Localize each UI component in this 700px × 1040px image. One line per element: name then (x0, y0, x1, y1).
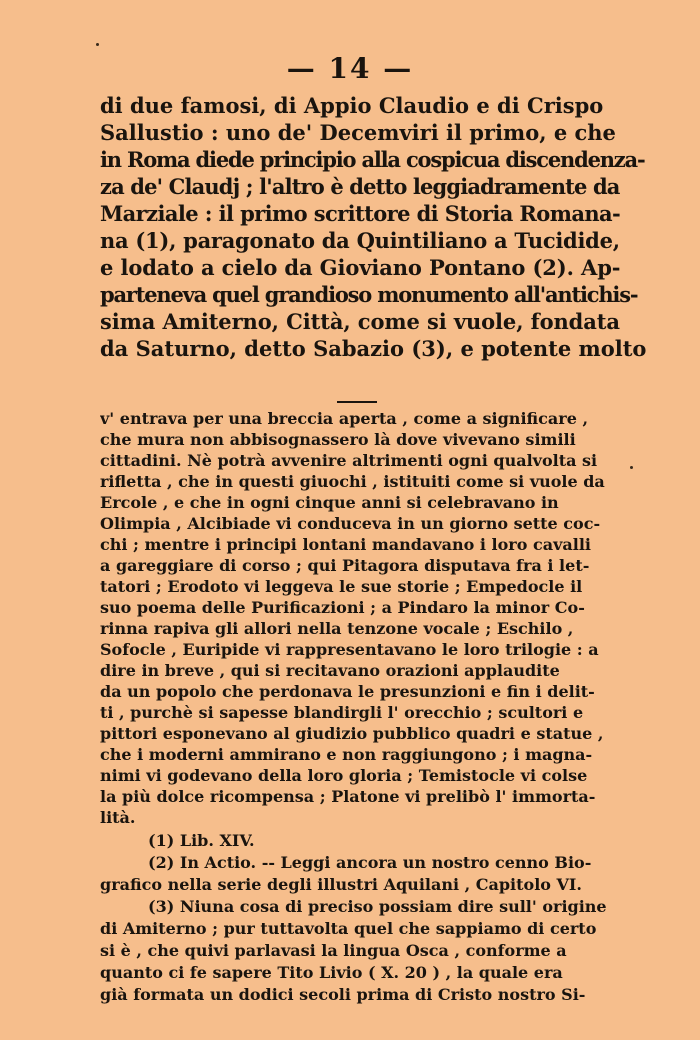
text-line: na (1), paragonato da Quintiliano a Tucidide, (100, 228, 620, 253)
text-line: za de' Claudj ; l'altro è detto leggiadramente da (100, 174, 620, 199)
text-line: in Roma diede principio alla cospicua discendenza- (100, 147, 645, 172)
note-line: rinna rapiva gli allori nella tenzone vocale ; Eschilo , (100, 619, 574, 638)
footnote-2: (2) In Actio. -- Leggi ancora un nostro cenno Bio- (148, 853, 592, 872)
page-number: — 14 — (286, 52, 414, 85)
note-line: pittori esponevano al giudizio pubblico quadri e statue , (100, 724, 604, 743)
ink-speck (96, 43, 99, 46)
note-line: da un popolo che perdonava le presunzioni e fin i delit- (100, 682, 595, 701)
footnotes (100, 830, 620, 1006)
note-line: rifletta , che in questi giuochi , istituiti come si vuole da (100, 472, 605, 491)
section-divider (337, 401, 377, 403)
note-line: che mura non abbisognassero là dove vivevano simili (100, 430, 576, 449)
note-line: nimi vi godevano della loro gloria ; Temistocle vi colse (100, 766, 588, 785)
footnote-3-continuation: si è , che quivi parlavasi la lingua Osca , conforme a (100, 941, 567, 960)
text-line: Sallustio : uno de' Decemviri il primo, e che (100, 120, 616, 145)
note-line: lità. (100, 808, 136, 827)
footnote-3: (3) Niuna cosa di preciso possiam dire sull' origine (148, 897, 607, 916)
footnote-3-continuation: di Amiterno ; pur tuttavolta quel che sappiamo di certo (100, 919, 597, 938)
note-line: suo poema delle Purificazioni ; a Pindaro la minor Co- (100, 598, 585, 617)
note-line: v' entrava per una breccia aperta , come a significare , (100, 409, 589, 428)
note-line: Olimpia , Alcibiade vi conduceva in un giorno sette coc- (100, 514, 601, 533)
note-line: Ercole , e che in ogni cinque anni si celebravano in (100, 493, 559, 512)
text-line: sima Amiterno, Città, come si vuole, fondata (100, 309, 620, 334)
note-line: la più dolce ricompensa ; Platone vi prelibò l' immorta- (100, 787, 596, 806)
text-line: e lodato a cielo da Gioviano Pontano (2). Ap- (100, 255, 621, 280)
text-line: da Saturno, detto Sabazio (3), e potente molto (100, 336, 647, 361)
note-line: che i moderni ammirano e non raggiungono ; i magna- (100, 745, 593, 764)
footnote-1: (1) Lib. XIV. (148, 831, 255, 850)
note-line: ti , purchè si sapesse blandirgli l' orecchio ; scultori e (100, 703, 584, 722)
note-continuation (100, 408, 620, 828)
text-line: di due famosi, di Appio Claudio e di Crispo (100, 93, 604, 118)
text-line: Marziale : il primo scrittore di Storia Romana- (100, 201, 621, 226)
footnote-3-continuation: quanto ci fe sapere Tito Livio ( X. 20 ) , la quale era (100, 963, 563, 982)
text-line: parteneva quel grandioso monumento all'antichis- (100, 282, 638, 307)
note-line: tatori ; Erodoto vi leggeva le sue storie ; Empedocle il (100, 577, 583, 596)
footnote-2-continuation: grafico nella serie degli illustri Aquilani , Capitolo VI. (100, 875, 582, 894)
note-line: cittadini. Nè potrà avvenire altrimenti ogni qualvolta si (100, 451, 598, 470)
note-line: a gareggiare di corso ; qui Pitagora disputava fra i let- (100, 556, 590, 575)
main-paragraph (100, 92, 647, 362)
footnote-3-continuation: già formata un dodici secoli prima di Cristo nostro Si- (100, 985, 586, 1004)
ink-speck (630, 466, 633, 469)
note-line: Sofocle , Euripide vi rappresentavano le loro trilogie : a (100, 640, 599, 659)
note-line: dire in breve , qui si recitavano orazioni applaudite (100, 661, 560, 680)
note-line: chi ; mentre i principi lontani mandavano i loro cavalli (100, 535, 591, 554)
